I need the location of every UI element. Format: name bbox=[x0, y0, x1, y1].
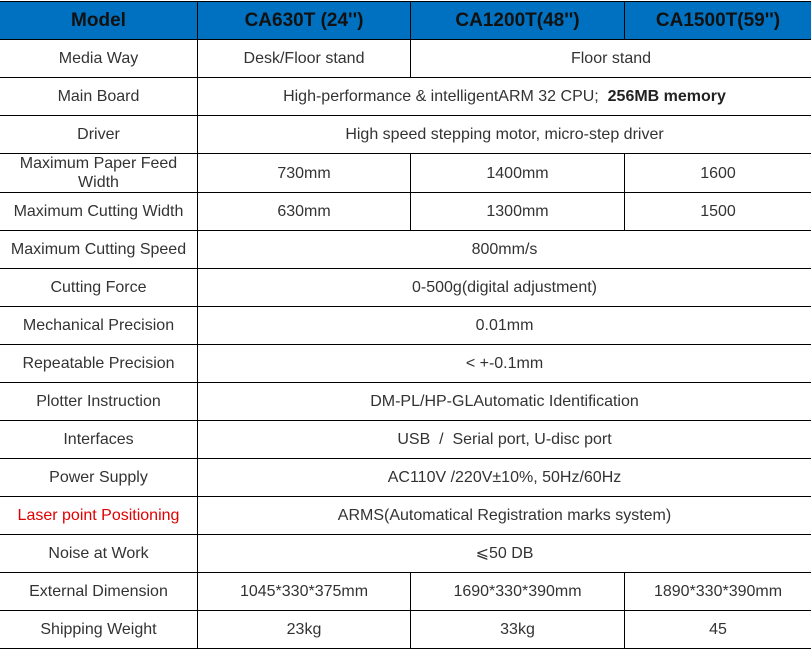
row-label: Maximum Cutting Width bbox=[0, 193, 198, 231]
cell: AC110V /220V±10%, 50Hz/60Hz bbox=[198, 459, 811, 497]
cell: 730mm bbox=[198, 154, 411, 193]
cell: 1600 bbox=[625, 154, 811, 193]
row-label: External Dimension bbox=[0, 573, 198, 611]
row-label: Shipping Weight bbox=[0, 611, 198, 649]
row-label: Plotter Instruction bbox=[0, 383, 198, 421]
cell: 0.01mm bbox=[198, 307, 811, 345]
cell: 0-500g(digital adjustment) bbox=[198, 269, 811, 307]
row-label-highlighted: Laser point Positioning bbox=[0, 497, 198, 535]
cell: High speed stepping motor, micro-step driver bbox=[198, 116, 811, 154]
table-row bbox=[0, 345, 811, 383]
table-row bbox=[0, 421, 811, 459]
cell: 1690*330*390mm bbox=[411, 573, 625, 611]
cell bbox=[198, 78, 811, 116]
row-label: Driver bbox=[0, 116, 198, 154]
row-label: Maximum Cutting Speed bbox=[0, 231, 198, 269]
cell: 1300mm bbox=[411, 193, 625, 231]
table-row bbox=[0, 154, 811, 193]
header-ca1200t: CA1200T(48'') bbox=[411, 2, 625, 40]
cell: ARMS(Automatical Registration marks system) bbox=[198, 497, 811, 535]
table-row bbox=[0, 78, 811, 116]
table-row bbox=[0, 383, 811, 421]
row-label: Mechanical Precision bbox=[0, 307, 198, 345]
memory-text: 256MB memory bbox=[608, 88, 726, 105]
cell: 1500 bbox=[625, 193, 811, 231]
table-row bbox=[0, 40, 811, 78]
cell-text: High-performance & intelligentARM 32 CPU; bbox=[283, 88, 599, 105]
table-row bbox=[0, 193, 811, 231]
row-label: Noise at Work bbox=[0, 535, 198, 573]
table-row bbox=[0, 459, 811, 497]
cell: 33kg bbox=[411, 611, 625, 649]
row-label: Repeatable Precision bbox=[0, 345, 198, 383]
row-label: Media Way bbox=[0, 40, 198, 78]
table-row bbox=[0, 269, 811, 307]
cell: 1890*330*390mm bbox=[625, 573, 811, 611]
table-row bbox=[0, 497, 811, 535]
cell: USB / Serial port, U-disc port bbox=[198, 421, 811, 459]
table-row bbox=[0, 611, 811, 649]
header-model: Model bbox=[0, 2, 198, 40]
row-label: Maximum Paper Feed Width bbox=[0, 154, 198, 193]
spec-table bbox=[0, 1, 811, 649]
table-row bbox=[0, 307, 811, 345]
header-ca630t: CA630T (24'') bbox=[198, 2, 411, 40]
table-row bbox=[0, 573, 811, 611]
cell: 1045*330*375mm bbox=[198, 573, 411, 611]
cell: 23kg bbox=[198, 611, 411, 649]
cell: Desk/Floor stand bbox=[198, 40, 411, 78]
cell: DM-PL/HP-GLAutomatic Identification bbox=[198, 383, 811, 421]
table-row bbox=[0, 535, 811, 573]
header-row bbox=[0, 2, 811, 40]
cell: 630mm bbox=[198, 193, 411, 231]
cell: 800mm/s bbox=[198, 231, 811, 269]
row-label: Cutting Force bbox=[0, 269, 198, 307]
cell: Floor stand bbox=[411, 40, 811, 78]
cell: 1400mm bbox=[411, 154, 625, 193]
row-label: Power Supply bbox=[0, 459, 198, 497]
cell: 45 bbox=[625, 611, 811, 649]
row-label: Main Board bbox=[0, 78, 198, 116]
table-row bbox=[0, 231, 811, 269]
cell: ⩽50 DB bbox=[198, 535, 811, 573]
cell: < +-0.1mm bbox=[198, 345, 811, 383]
row-label: Interfaces bbox=[0, 421, 198, 459]
header-ca1500t: CA1500T(59'') bbox=[625, 2, 811, 40]
table-row bbox=[0, 116, 811, 154]
